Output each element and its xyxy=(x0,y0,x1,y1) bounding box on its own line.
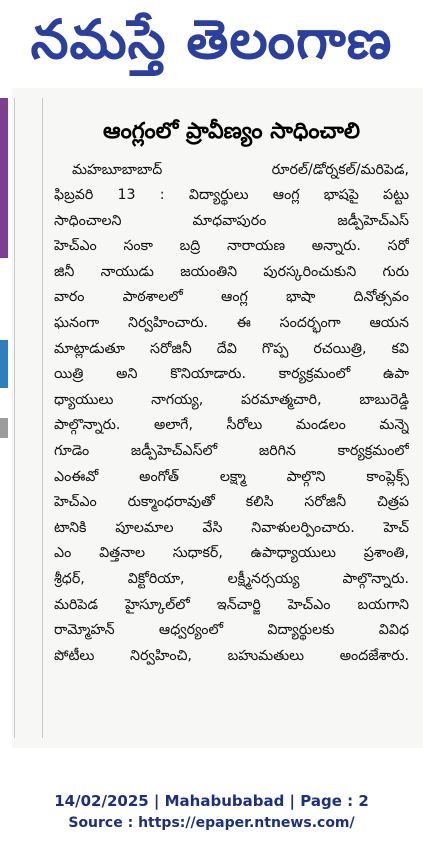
article-line: మహబూబాబాద్ రూరల్/డోర్నకల్/మరిపెడ, xyxy=(72,161,409,178)
adjacent-column-edge xyxy=(0,88,12,748)
article-line: ఎం విత్తనాల సుధాకర్, ఉపాధ్యాయులు ప్రశాంతి, xyxy=(54,545,409,562)
footer-dateline: 14/02/2025 | Mahabubabad | Page : 2 xyxy=(54,792,369,810)
article-line: హెచ్ఎం సంకా బద్రి నారాయణ అన్నారు. సరో xyxy=(54,238,409,255)
article-line: మాట్లాడుతూ సరోజినీ దేవి గొప్ప రచయిత్రి, కవి xyxy=(54,340,409,357)
article-line: రామ్మోహన్ ఆధ్వర్యంలో విద్యార్థులకు వివిధ xyxy=(54,622,409,639)
article-line: శ్రీధర్, విక్టోరియా, లక్ష్మీనర్సయ్య పాల్గొన్నారు. xyxy=(54,571,409,587)
column-divider xyxy=(14,98,15,738)
article-line: పోటీలు నిర్వహించి, బహుమతులు అందజేశారు. xyxy=(54,647,409,664)
article-line: యిత్రి అని కొనియాడారు. కార్యక్రమంలో ఉపా xyxy=(54,366,409,383)
footer-source-link[interactable]: Source : https://epaper.ntnews.com/ xyxy=(68,815,355,831)
newspaper-clipping xyxy=(0,88,423,748)
article-line: మరిపెడ హైస్కూల్‌లో ఇన్‌చార్జి హెచ్ఎం బయగాని xyxy=(54,596,409,613)
article-line: గూడెం జడ్పీహెచ్ఎస్‌లో జరిగిన కార్యక్రమంలో xyxy=(54,443,409,460)
article-line: ఘనంగా నిర్వహించారు. ఈ సందర్భంగా ఆయన xyxy=(54,315,409,332)
page-footer xyxy=(0,790,423,834)
adjacent-color-mark xyxy=(0,340,8,388)
article-line: ఫిబ్రవరి 13 : విద్యార్థులు ఆంగ్ల భాషపై పట్టు xyxy=(54,187,409,204)
article-headline: ఆంగ్లంలో ప్రావీణ్యం సాధించాలి xyxy=(103,119,360,144)
article-line: హెచ్ఎం రుక్మాంధరావుతో కలిసి సరోజినీ చిత్రప xyxy=(54,494,409,511)
article-line: టానికి పూలమాల వేసి నివాళులర్పించారు. హెచ్ xyxy=(54,519,409,536)
article-line: ఎంఈవో అంగోత్ లక్ష్మా పాల్గొని కాంప్లెక్స్ xyxy=(54,468,409,485)
article-line: జినీ నాయుడు జయంతిని పురస్కరించుకుని గురు xyxy=(54,263,409,280)
article-body xyxy=(54,158,409,670)
adjacent-color-mark xyxy=(0,98,8,258)
adjacent-color-mark xyxy=(0,418,8,438)
news-article xyxy=(54,98,409,738)
article-line: ధ్యాయులు నాగయ్య, పరమాత్మచారి, బాబురెడ్డి xyxy=(54,391,409,408)
article-line: పాల్గొన్నారు. అలాగే, సీరోలు మండలం మన్నె xyxy=(54,417,409,434)
masthead xyxy=(0,0,423,80)
newspaper-title: నమస్తే తెలంగాణ xyxy=(30,8,393,71)
column-divider xyxy=(42,98,43,738)
article-line: సాధించాలని మాధవాపురం జడ్పీహెచ్ఎస్ xyxy=(54,212,409,229)
article-line: వారం పాఠశాలలో ఆంగ్ల భాషా దినోత్సవం xyxy=(54,289,409,306)
